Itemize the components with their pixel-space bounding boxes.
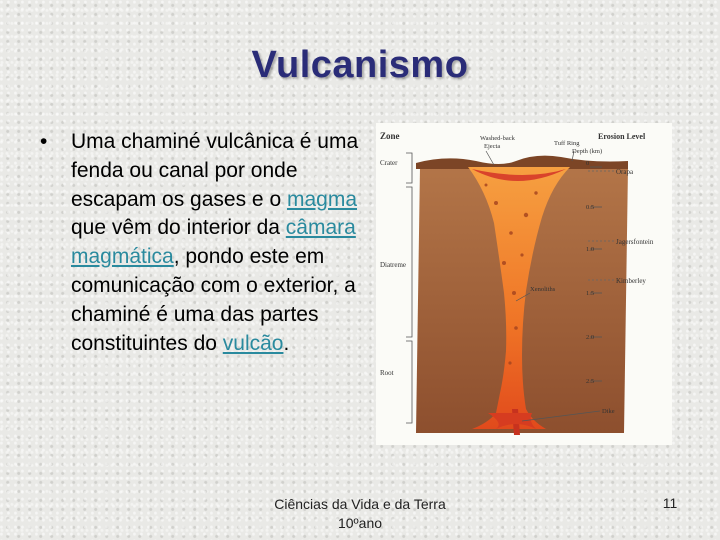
- zone-label-crater: Crater: [380, 159, 398, 167]
- volcanic-pipe-diagram: [376, 123, 672, 445]
- zone-label-root: Root: [380, 369, 394, 377]
- zone-brackets: [406, 153, 412, 423]
- depth-2-5: 2.5: [586, 378, 595, 385]
- magma-link[interactable]: magma: [286, 187, 357, 211]
- erosion-orapa: Orapa: [616, 168, 634, 176]
- bullet-text: [71, 128, 370, 358]
- bullet-text-part: , pondo este em comunicação com o exterior, a chaminé é uma das partes constituintes do: [71, 245, 356, 355]
- depth-0-5: 0.5: [586, 204, 595, 211]
- vulcao-link[interactable]: vulcão: [222, 331, 284, 355]
- depth-header: Depth (km): [572, 148, 603, 155]
- slide-title: Vulcanismo: [251, 44, 469, 86]
- ejecta-label: Ejecta: [484, 143, 501, 150]
- xenoliths-label: Xenoliths: [530, 286, 556, 293]
- camara-magmatica-link[interactable]: câmara magmática: [71, 216, 356, 269]
- bullet-text-part: .: [283, 331, 290, 355]
- bullet-marker: •: [40, 130, 48, 153]
- washed-back-label: Washed-back: [480, 135, 515, 142]
- tuff-ring-label: Tuff Ring: [554, 140, 580, 147]
- footer-line-1: Ciências da Vida e da Terra: [274, 496, 446, 512]
- zone-header: Zone: [380, 131, 400, 141]
- dike-label: Dike: [602, 408, 615, 415]
- depth-1-0: 1.0: [586, 246, 595, 253]
- bullet-text-part: Uma chaminé vulcânica é uma fenda ou canal por onde escapam os gases e o: [71, 130, 359, 211]
- bullet-text-part: que vêm do interior da: [71, 216, 286, 240]
- erosion-kimberley: Kimberley: [616, 277, 646, 285]
- depth-0: 0: [586, 160, 590, 167]
- footer-line-2: 10ºano: [337, 515, 383, 531]
- footer-course: [250, 495, 470, 533]
- erosion-header: Erosion Level: [598, 132, 646, 141]
- depth-1-5: 1.5: [586, 290, 595, 297]
- zone-label-diatreme: Diatreme: [380, 261, 407, 269]
- page-number: 11: [662, 495, 678, 511]
- erosion-jagersfontein: Jagersfontein: [616, 238, 654, 246]
- depth-2-0: 2.0: [586, 334, 595, 341]
- bullet-list: [40, 128, 370, 358]
